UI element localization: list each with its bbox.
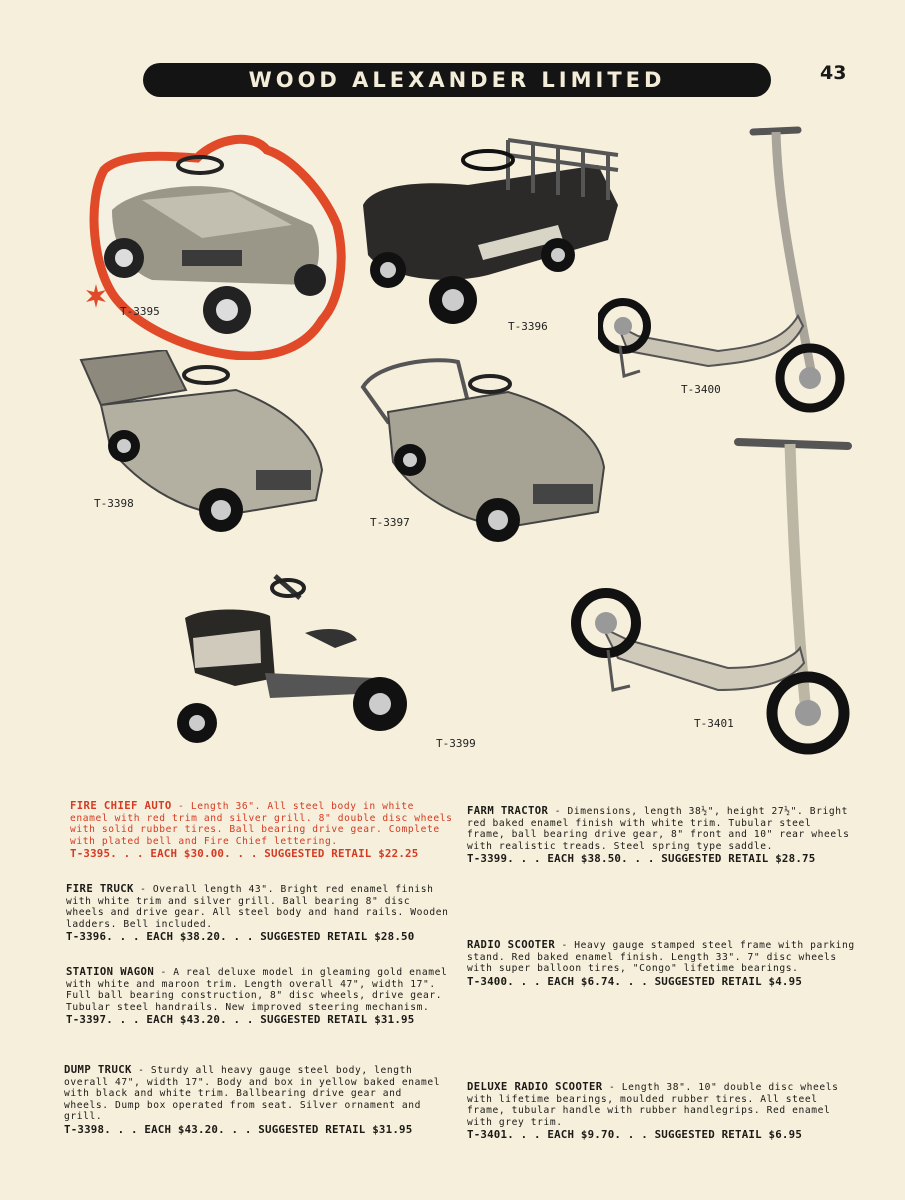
product-description: Overall length 43". Bright red enamel finish with white trim and silver grill. Ball bearing 8" disc wheels and drive gear. All steel body and hand rails. Wooden ladders. Bell included. bbox=[66, 884, 449, 930]
product-price: T-3398. . . EACH $43.20. . . SUGGESTED RETAIL $31.95 bbox=[64, 1122, 413, 1136]
product-name: RADIO SCOOTER bbox=[467, 939, 556, 951]
product-name: FARM TRACTOR bbox=[467, 805, 549, 817]
fire-truck-pedal-car-image bbox=[358, 125, 623, 335]
fire-chief-pedal-car-image bbox=[82, 130, 347, 360]
product-price: T-3399. . . EACH $38.50. . . SUGGESTED RETAIL $28.75 bbox=[467, 852, 816, 866]
product-description: A real deluxe model in gleaming gold enamel with white and maroon trim. Length overall 47", width 17". Full ball bearing construction, 8" disc wheels, drive gear. Tubular steel handrails. New improved steering mechanism. bbox=[66, 967, 448, 1013]
product-name: FIRE TRUCK bbox=[66, 883, 134, 895]
product-description: Heavy gauge stamped steel frame with parking stand. Red baked enamel finish. Length 33". 7" disc wheels with super balloon tires, "Congo" lifetime bearings. bbox=[467, 940, 855, 975]
page-number: 43 bbox=[820, 62, 847, 84]
product-fire-truck: FIRE TRUCK - Overall length 43". Bright red enamel finish with white trim and silver grill. Ball bearing 8" disc wheels and drive gear. All steel body and hand rails. Wooden ladders. Bell included. T-3396. . . EACH $38.20. . . SUGGESTED RETAIL $28.50 bbox=[66, 884, 454, 943]
product-farm-tractor: FARM TRACTOR - Dimensions, length 38½", height 27½". Bright red baked enamel finish with white trim. Tubular steel frame, ball bearing drive gear, 8" front and 10" rear wheels with realistic treads. Steel spring type saddle. T-3399. . . EACH $38.50. . . SUGGESTED RETAIL $28.75 bbox=[467, 806, 855, 865]
figure-label: T-3396 bbox=[508, 320, 548, 333]
company-banner: WOOD ALEXANDER LIMITED bbox=[143, 63, 771, 97]
farm-tractor-image bbox=[175, 568, 410, 753]
product-deluxe-radio-scooter: DELUXE RADIO SCOOTER - Length 38". 10" double disc wheels with lifetime bearings, moulded rubber tires. All steel frame, tubular handle with rubber handlegrips. Red enamel with grey trim. T-3401. . . EACH $9.70. . . SUGGESTED RETAIL $6.95 bbox=[467, 1082, 855, 1141]
figure-label: T-3395 bbox=[120, 305, 160, 318]
dump-truck-pedal-car-image bbox=[76, 350, 326, 542]
product-name: FIRE CHIEF AUTO bbox=[70, 800, 172, 812]
radio-scooter-image bbox=[598, 126, 848, 416]
product-description: Length 36". All steel body in white enamel with red trim and silver grill. 8" double disc wheels with solid rubber tires. Ball bearing drive gear. Complete with plated bell and Fire Chief lettering. bbox=[70, 801, 453, 847]
product-name: STATION WAGON bbox=[66, 966, 155, 978]
product-station-wagon: STATION WAGON - A real deluxe model in gleaming gold enamel with white and maroon trim. Length overall 47", width 17". Full ball bearing construction, 8" disc wheels, drive gear. Tubular steel handrails. New improved steering mechanism. T-3397. . . EACH $43.20. . . SUGGESTED RETAIL $31.95 bbox=[66, 967, 454, 1026]
product-fire-chief: FIRE CHIEF AUTO - Length 36". All steel body in white enamel with red trim and silver grill. 8" double disc wheels with solid rubber tires. Ball bearing drive gear. Complete with plated bell and Fire Chief lettering. T-3395. . . EACH $30.00. . . SUGGESTED RETAIL $22.25 bbox=[70, 801, 458, 860]
product-price: T-3400. . . EACH $6.74. . . SUGGESTED RETAIL $4.95 bbox=[467, 974, 803, 988]
product-price: T-3395. . . EACH $30.00. . . SUGGESTED RETAIL $22.25 bbox=[70, 847, 419, 861]
figure-label: T-3398 bbox=[94, 497, 134, 510]
product-price: T-3396. . . EACH $38.20. . . SUGGESTED RETAIL $28.50 bbox=[66, 930, 415, 944]
deluxe-radio-scooter-image bbox=[568, 428, 858, 763]
star-burst-icon bbox=[86, 284, 106, 308]
figure-label: T-3397 bbox=[370, 516, 410, 529]
product-description: Length 38". 10" double disc wheels with lifetime bearings, moulded rubber tires. All steel frame, tubular handle with rubber handlegrips. Red enamel with grey trim. bbox=[467, 1082, 839, 1128]
figure-label: T-3399 bbox=[436, 737, 476, 750]
product-name: DUMP TRUCK bbox=[64, 1064, 132, 1076]
figure-label: T-3400 bbox=[681, 383, 721, 396]
product-radio-scooter: RADIO SCOOTER - Heavy gauge stamped steel frame with parking stand. Red baked enamel finish. Length 33". 7" disc wheels with super balloon tires, "Congo" lifetime bearings. T-3400. . . EACH $6.74. . . SUGGESTED RETAIL $4.95 bbox=[467, 939, 855, 988]
product-description: Dimensions, length 38½", height 27½". Bright red baked enamel finish with white trim. Tubular steel frame, ball bearing drive gear, 8" front and 10" rear wheels with realistic treads. Steel spring type saddle. bbox=[467, 806, 850, 852]
product-name: DELUXE RADIO SCOOTER bbox=[467, 1081, 603, 1093]
product-price: T-3397. . . EACH $43.20. . . SUGGESTED RETAIL $31.95 bbox=[66, 1013, 415, 1027]
product-price: T-3401. . . EACH $9.70. . . SUGGESTED RETAIL $6.95 bbox=[467, 1128, 803, 1142]
figure-label: T-3401 bbox=[694, 717, 734, 730]
product-dump-truck: DUMP TRUCK - Sturdy all heavy gauge steel body, length overall 47", width 17". Body and box in yellow baked enamel with black and white trim. Ballbearing drive gear and wheels. Dump box operated from seat. Silver ornament and grill. T-3398. . . EACH $43.20. . . SUGGESTED RETAIL $31.95 bbox=[64, 1065, 452, 1136]
product-description: Sturdy all heavy gauge steel body, length overall 47", width 17". Body and box in yellow baked enamel with black and white trim. Ballbearing drive gear and wheels. Dump box operated from seat. Silver ornament and grill. bbox=[64, 1065, 441, 1123]
